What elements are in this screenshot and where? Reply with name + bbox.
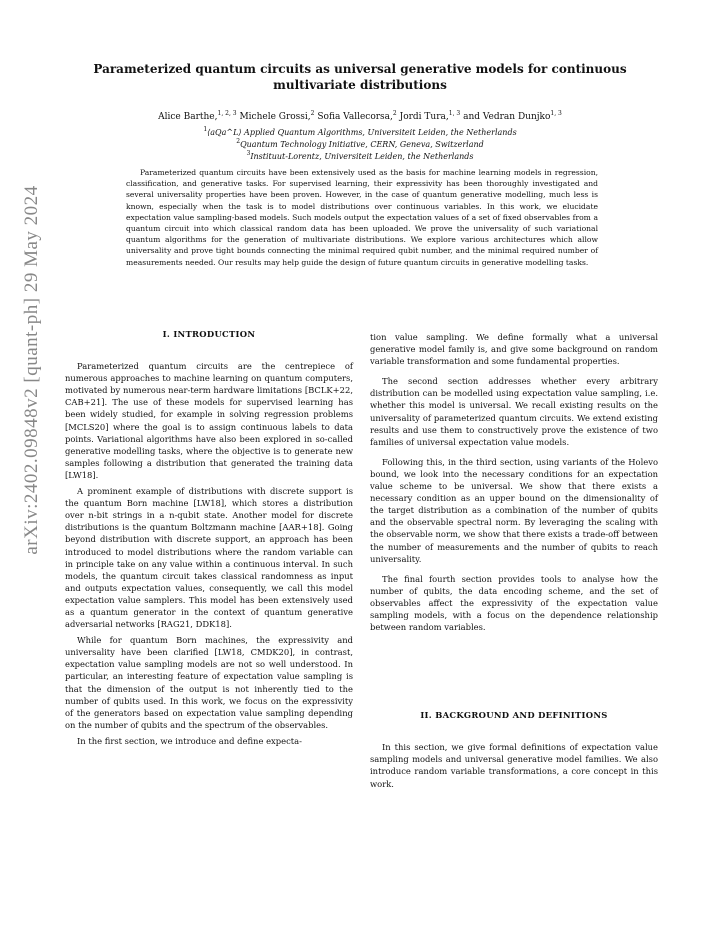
affiliation: $^2$Quantum Technology Initiative, CERN, Geneva, Switzerland [236,138,484,149]
author: and Vedran Dunjko$^{1, 3}$ [460,110,562,122]
author: Michele Grossi,$^2$ [236,110,315,122]
abstract: Parameterized quantum circuits have been extensively used as the basis for machine learning models in regression, classification, and generative tasks. For supervised learning, their expressivity has been thoroughly investigated and several universality properties have been proven. However, in the case of quantum generative modelling, much less is known, especially when the task is to model distributions over continuous variables. In this work, we elucidate expectation value sampling-based models. Such models output the expectation values of a set of fixed observables from a quantum circuit into which classical random data has been uploaded. We prove the universality of such variational quantum algorithms for the generation of multivariate distributions. We explore various architectures which allow universality and prove tight bounds connecting the minimal required qubit number, and the minimal required number of measurements needed. Our results may help guide the design of future quantum circuits in generative modelling tasks. [126,168,598,267]
arxiv-id: arXiv:2402.09848v2 [quant-ph] 29 May 2024 [21,185,42,555]
paragraph: Parameterized quantum circuits are the centrepiece of numerous approaches to machine learning on quantum computers, motivated by numerous near-term hardware limitations [BCLK+22, CAB+21]. The use of these models for supervised learning has been widely studied, for example in solving regression problems [MCLS20] where the goal is to assign continuous labels to data points. Variational algorithms have also been explored in so-called generative modelling tasks, where the objective is to generate new samples following a distribution that generated the training data [LW18]. [65,361,353,480]
paragraph: In this section, we give formal definitions of expectation value sampling models and universal generative model families. We also introduce random variable transformations, a core concept in this work. [370,742,658,789]
section-heading: I. INTRODUCTION [162,329,256,339]
section-heading: II. BACKGROUND AND DEFINITIONS [420,710,608,721]
author-list [80,108,640,123]
paragraph: In the first section, we introduce and define expecta- [77,735,302,746]
affiliation: $^1$⟨aQa^L⟩ Applied Quantum Algorithms, Universiteit Leiden, the Netherlands [203,126,517,137]
paragraph: A prominent example of distributions with discrete support is the quantum Born machine [LW18], which stores a distribution over n-bit strings in a n-qubit state. Another model for discrete distributions is the quantum Boltzmann machine [AAR+18]. Going beyond distribution with discrete support, an approach has been introduced to model distributions where the random variable can in principle take on any value within a continuous interval. In such models, the quantum circuit takes classical randomness as input and outputs expectation values, consequently, we call this model expectation value samplers. This model has been extensively used as a quantum generator in the context of quantum generative adversarial networks [RAG21, DDK18]. [65,486,353,630]
paragraph: The second section addresses whether every arbitrary distribution can be modelled using expectation value sampling, i.e. whether this model is universal. We recall existing results on the universality of parameterized quantum circuits. We extend existing results and use them to constructively prove the existence of two families of universal expectation value models. [370,376,658,447]
paragraph: The final fourth section provides tools to analyse how the number of qubits, the data encoding scheme, and the set of observables affect the expressivity of the expectation value sampling models, with a focus on the dependence relationship between random variables. [370,573,658,633]
affiliation: $^3$Instituut-Lorentz, Universiteit Leiden, the Netherlands [246,150,474,161]
right-column [370,331,658,794]
author: Sofia Vallecorsa,$^2$ [314,110,397,122]
paper-title: Parameterized quantum circuits as universal generative models for continuous multivariate distributions [93,62,627,92]
arxiv-stamp [12,20,52,720]
left-column [65,328,353,751]
author: Jordi Tura,$^{1, 3}$ [396,110,461,122]
paragraph: Following this, in the third section, using variants of the Holevo bound, we look into the necessary conditions for an expectation value scheme to be universal. We show that there exists a necessary condition as an upper bound on the dimensionality of the target distribution as a combination of the number of qubits and the observable spectral norm. By leveraging the scaling with the observable norm, we show that there exists a trade-off between the number of measurements and the number of qubits to reach universality. [370,456,658,564]
paragraph: tion value sampling. We define formally what a universal generative model family is, and give some background on random variable transformation and some fundamental properties. [370,332,658,367]
paragraph: While for quantum Born machines, the expressivity and universality have been clarified [LW18, CMDK20], in contrast, expectation value sampling models are not so well understood. In particular, an interesting feature of expectation value sampling is that the dimension of the output is not inherently tied to the number of qubits used. In this work, we focus on the expressivity of the generators based on expectation value sampling depending on the number of qubits and the spectrum of the observables. [65,635,353,730]
author: Alice Barthe,$^{1, 2, 3}$ [158,110,237,122]
